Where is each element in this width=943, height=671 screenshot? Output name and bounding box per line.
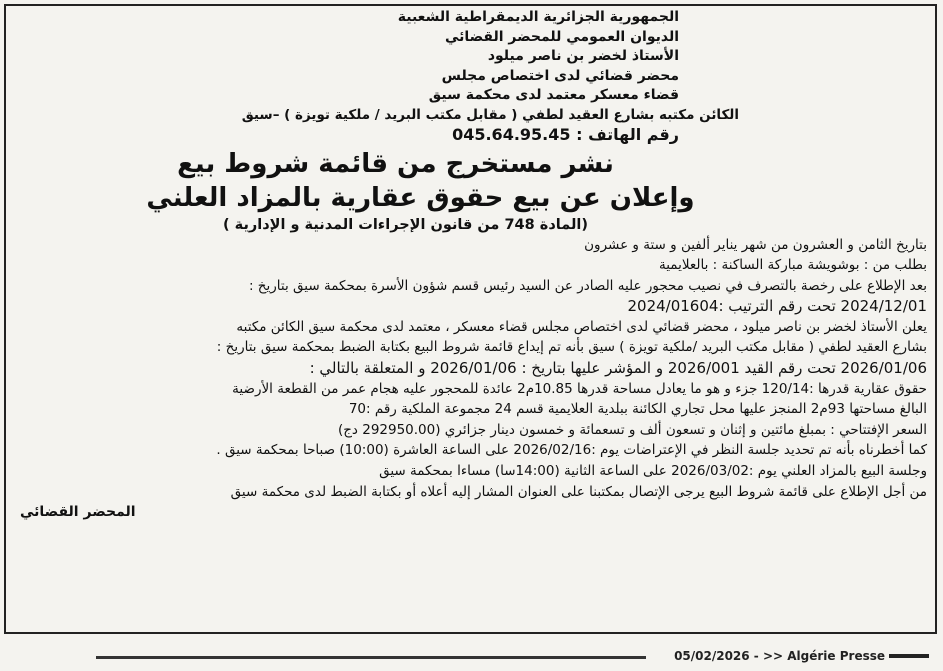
body-opening-price: السعر الإفتتاحي : بمبلغ مائتين و إثنان و تسعون ألف و تسعمائة و خمسون دينار جزائري (292950.00 دج) <box>337 421 927 438</box>
announcement-body <box>4 235 937 523</box>
footer-source: 05/02/2026 - >> Algérie Presse <box>674 649 885 663</box>
body-property-2: البالغ مساحتها 93م2 المنجز عليها محل تجاري الكائنة ببلدية العلايمية قسم 24 مجموعة الملكية رقم :70 <box>348 401 927 418</box>
body-objection-hearing: كما أخطرناه بأنه تم تحديد جلسة النظر في الإعتراضات يوم :2026/02/16 على الساعة العاشرة (10:00) صباحا بمحكمة سيق . <box>216 442 927 459</box>
header-phone <box>4 125 679 145</box>
body-date: بتاريخ الثامن و العشرون من شهر يناير ألفين و ستة و عشرون <box>584 236 927 253</box>
header-office: الديوان العمومي للمحضر القضائي <box>444 28 679 45</box>
office-header <box>4 8 937 145</box>
header-jurisdiction: محضر قضائي لدى اختصاص مجلس <box>441 67 679 84</box>
header-court: قضاء معسكر معتمد لدى محكمة سيق <box>428 87 679 103</box>
title-line-2: وإعلان عن بيع حقوق عقارية بالمزاد العلني <box>146 182 695 213</box>
body-authorization: بعد الإطلاع على رخصة بالتصرف في نصيب محجور عليه الصادر عن السيد رئيس قسم شؤون الأسرة بمحكمة سيق بتاريخ : <box>248 277 927 294</box>
phone-label: رقم الهاتف : <box>576 125 679 144</box>
header-bailiff-name: الأستاذ لخضر بن ناصر ميلود <box>487 48 679 64</box>
body-announcement-1: يعلن الأستاذ لخضر بن ناصر ميلود ، محضر قضائي لدى اختصاص مجلس قضاء معسكر ، معتمد لدى محكمة سيق الكائن مكتبه <box>236 318 927 335</box>
footer-rule <box>96 656 646 659</box>
phone-number: 045.64.95.45 <box>452 125 571 144</box>
header-republic: الجمهورية الجزائرية الديمقراطية الشعبية <box>397 9 679 25</box>
body-property-1: حقوق عقارية قدرها :120/14 جزء و هو ما يعادل مساحة قدرها 10.85م2 عائدة للمحجور عليه هجام عمر من القطعة الأرضية <box>232 380 927 397</box>
body-filing-ref: 2026/01/06 تحت رقم القيد 2026/001 و المؤشر عليها بتاريخ : 2026/01/06 و المتعلقة بالتالي : <box>309 359 927 378</box>
announcement-document <box>4 8 937 522</box>
body-sale-hearing: وجلسة البيع بالمزاد العلني يوم :2026/03/02 على الساعة الثانية (14:00سا) مساءا بمحكمة سيق <box>379 463 927 480</box>
footer-bar <box>889 654 929 658</box>
header-address: الكائن مكتبه بشارع العقيد لطفي ( مقابل مكتب البريد / ملكية تويزة ) –سيق <box>241 106 739 123</box>
body-authorization-ref: 2024/12/01 تحت رقم الترتيب :2024/01604 <box>627 297 927 316</box>
body-contact: من أجل الإطلاع على قائمة شروط البيع يرجى الإتصال بمكتبنا على العنوان المشار إليه أعلاه أو بكتابة الضبط لدى محكمة سيق <box>230 483 927 500</box>
body-requester: بطلب من : بوشويشة مباركة الساكنة : بالعلايمية <box>658 257 927 274</box>
body-announcement-2: بشارع العقيد لطفي ( مقابل مكتب البريد /ملكية تويزة ) سيق بأنه تم إيداع قائمة شروط البيع بكتابة الضبط بمحكمة سيق بتاريخ : <box>216 339 927 356</box>
footer <box>650 648 933 664</box>
title-subtitle: (المادة 748 من قانون الإجراءات المدنية و الإدارية ) <box>223 216 588 233</box>
title-line-1: نشر مستخرج من قائمة شروط بيع <box>177 148 614 179</box>
signer: المحضر القضائي <box>20 504 136 521</box>
